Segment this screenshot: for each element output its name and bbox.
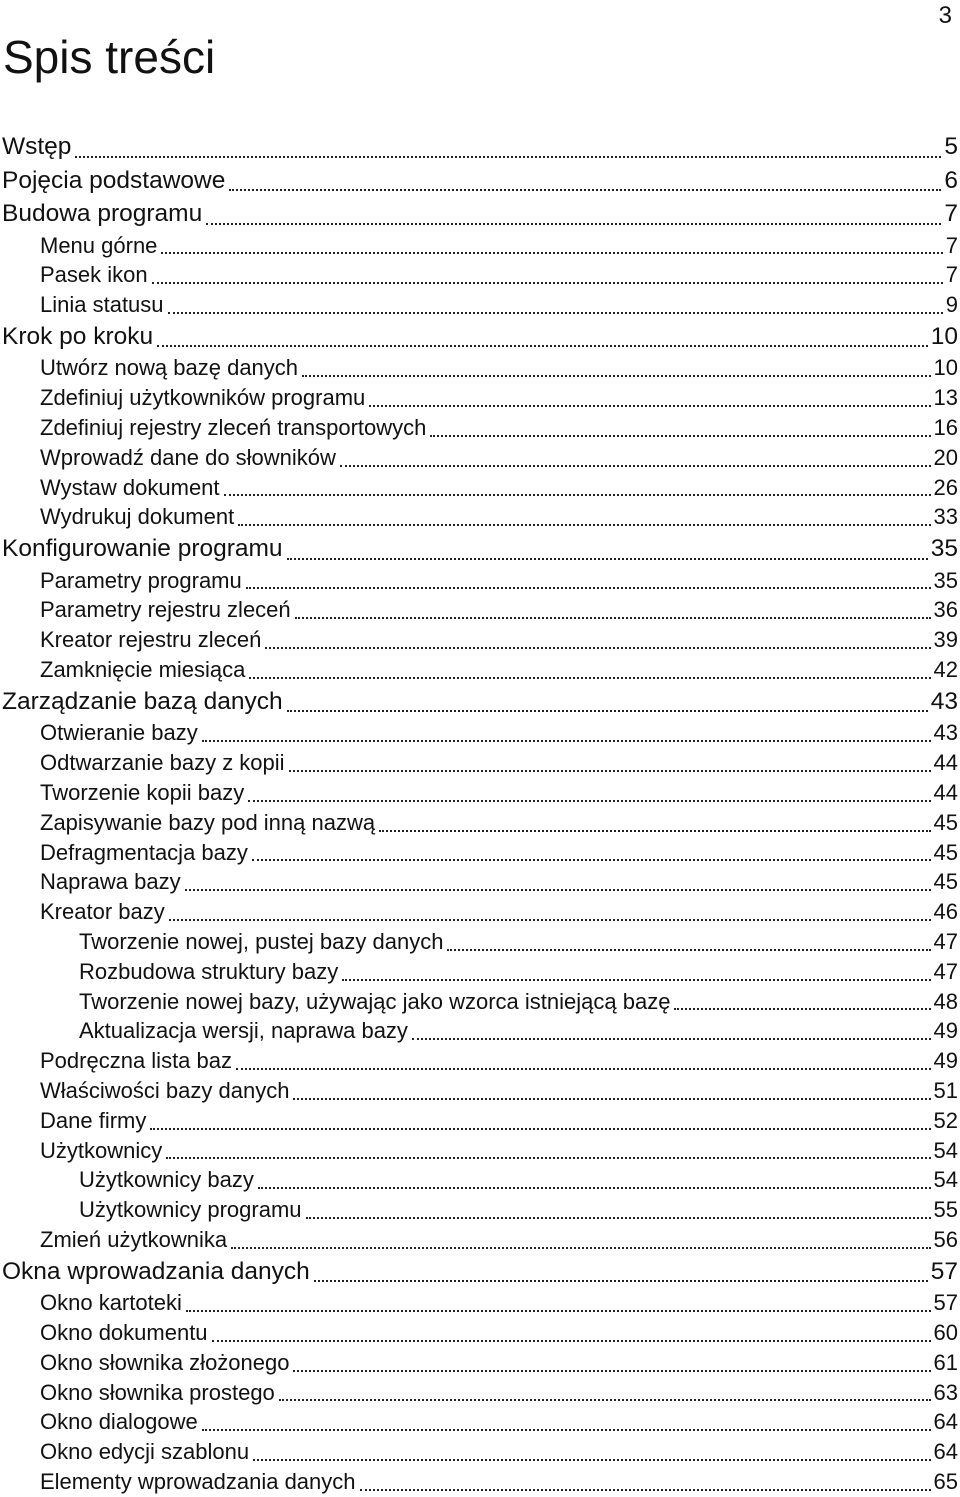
toc-entry[interactable]	[0, 927, 958, 957]
toc-entry[interactable]	[0, 197, 958, 231]
toc-entry-page: 51	[933, 1077, 958, 1103]
toc-entry[interactable]	[0, 1318, 958, 1348]
toc-entry-page: 7	[945, 262, 958, 288]
dot-leader	[249, 677, 930, 679]
dot-leader	[293, 1098, 930, 1100]
toc-entry-title: Konfigurowanie programu	[2, 535, 283, 563]
toc-entry-page: 57	[933, 1290, 958, 1316]
toc-entry-page: 49	[933, 1048, 958, 1074]
toc-entry-title: Naprawa bazy	[40, 869, 181, 895]
toc-entry[interactable]	[0, 625, 958, 655]
toc-entry[interactable]	[0, 320, 958, 354]
dot-leader	[314, 1280, 928, 1282]
toc-entry-page: 44	[933, 750, 958, 776]
toc-entry-page: 43	[933, 720, 958, 746]
toc-entry-page: 48	[933, 988, 958, 1014]
toc-entry-title: Kreator bazy	[40, 899, 165, 925]
toc-entry-title: Użytkownicy	[40, 1137, 163, 1163]
toc-entry[interactable]	[0, 1106, 958, 1136]
toc-entry-page: 54	[933, 1137, 958, 1163]
toc-entry-title: Tworzenie kopii bazy	[40, 779, 245, 805]
toc-entry-page: 64	[933, 1409, 958, 1435]
toc-entry-page: 13	[933, 385, 958, 411]
toc-entry-page: 46	[933, 899, 958, 925]
toc-entry-title: Zmień użytkownika	[40, 1226, 228, 1252]
dot-leader	[246, 587, 931, 589]
toc-entry[interactable]	[0, 685, 958, 719]
dot-leader	[238, 524, 930, 526]
toc-entry-page: 49	[933, 1018, 958, 1044]
toc-entry-page: 57	[930, 1257, 958, 1285]
toc-entry-title: Okna wprowadzania danych	[2, 1257, 310, 1285]
toc-entry[interactable]	[0, 502, 958, 532]
toc-entry-page: 56	[933, 1226, 958, 1252]
dot-leader	[212, 1340, 931, 1342]
dot-leader	[224, 494, 931, 496]
dot-leader	[447, 949, 930, 951]
dot-leader	[236, 1068, 931, 1070]
dot-leader	[258, 1187, 931, 1189]
toc-entry-page: 10	[930, 322, 958, 350]
toc-entry-page: 35	[933, 567, 958, 593]
toc-entry[interactable]	[0, 532, 958, 566]
toc-entry[interactable]	[0, 1136, 958, 1166]
toc-entry-title: Budowa programu	[2, 200, 203, 227]
toc-entry[interactable]	[0, 1076, 958, 1106]
toc-entry-title: Dane firmy	[40, 1107, 147, 1133]
dot-leader	[229, 189, 941, 191]
toc-entry[interactable]	[0, 1407, 958, 1437]
dot-leader	[360, 1489, 931, 1491]
toc-entry-page: 47	[933, 928, 958, 954]
toc-entry[interactable]	[0, 473, 958, 503]
toc-entry-page: 42	[933, 657, 958, 683]
toc-entry-title: Zarządzanie bazą danych	[2, 687, 283, 715]
dot-leader	[287, 558, 928, 560]
toc-entry-title: Pojęcia podstawowe	[2, 166, 226, 194]
toc-entry[interactable]	[0, 838, 958, 868]
dot-leader	[340, 465, 931, 467]
toc-entry-page: 44	[933, 779, 958, 805]
toc-entry[interactable]	[0, 897, 958, 927]
toc-entry-page: 60	[933, 1320, 958, 1345]
dot-leader	[157, 345, 928, 347]
dot-leader	[166, 1157, 930, 1159]
toc-entry-page: 39	[933, 627, 958, 653]
toc-entry[interactable]	[0, 164, 958, 198]
toc-entry-page: 20	[933, 444, 958, 470]
toc-entry[interactable]	[0, 778, 958, 808]
toc-entry-title: Tworzenie nowej bazy, używając jako wzorca istniejącą bazę	[79, 988, 671, 1014]
toc-entry-page: 6	[944, 166, 958, 194]
toc-entry-title: Otwieranie bazy	[40, 720, 198, 746]
dot-leader	[342, 979, 930, 981]
toc-entry-page: 7	[945, 232, 958, 258]
toc-entry-page: 55	[933, 1197, 958, 1223]
toc-entry-page: 45	[933, 869, 958, 895]
dot-leader	[252, 859, 931, 861]
toc-entry[interactable]	[0, 260, 958, 290]
toc-entry[interactable]	[0, 566, 958, 596]
toc-entry[interactable]	[0, 231, 958, 261]
toc-entry-page: 45	[933, 839, 958, 865]
toc-entry-page: 5	[944, 133, 958, 160]
toc-entry-page: 65	[933, 1468, 958, 1494]
toc-entry-title: Rozbudowa struktury bazy	[79, 958, 339, 984]
toc-entry[interactable]	[0, 1378, 958, 1408]
toc-entry-title: Linia statusu	[40, 292, 164, 318]
toc-entry-page: 9	[945, 292, 958, 318]
dot-leader	[248, 800, 930, 802]
toc-entry-title: Okno kartoteki	[40, 1290, 182, 1316]
toc-entry-title: Aktualizacja wersji, naprawa bazy	[79, 1018, 408, 1044]
toc-entry-title: Krok po kroku	[2, 322, 154, 350]
toc-entry[interactable]	[0, 1288, 958, 1318]
dot-leader	[186, 1310, 931, 1312]
toc-entry[interactable]	[0, 748, 958, 778]
toc-entry[interactable]	[0, 655, 958, 685]
toc-entry-title: Okno słownika prostego	[40, 1379, 275, 1405]
toc-entry-title: Zamknięcie miesiąca	[40, 657, 246, 683]
dot-leader	[412, 1038, 931, 1040]
toc-entry-title: Wprowadź dane do słowników	[40, 444, 336, 470]
toc-entry[interactable]	[0, 130, 958, 164]
toc-entry-title: Defragmentacja bazy	[40, 839, 248, 865]
toc-entry-title: Parametry rejestru zleceń	[40, 597, 291, 623]
dot-leader	[379, 830, 930, 832]
toc-entry-page: 35	[930, 535, 958, 563]
toc-entry-title: Użytkownicy bazy	[79, 1167, 254, 1193]
dot-leader	[279, 1399, 931, 1401]
toc-entry[interactable]	[0, 1225, 958, 1255]
dot-leader	[306, 1217, 931, 1219]
toc-entry[interactable]	[0, 1016, 958, 1046]
dot-leader	[161, 252, 942, 254]
toc-entry-title: Zapisywanie bazy pod inną nazwą	[40, 809, 376, 835]
toc-entry[interactable]	[0, 443, 958, 473]
toc-entry[interactable]	[0, 867, 958, 897]
toc-entry[interactable]	[0, 1046, 958, 1076]
toc-entry-title: Menu górne	[40, 232, 158, 258]
toc-entry-title: Podręczna lista baz	[40, 1048, 232, 1074]
toc-entry[interactable]	[0, 1195, 958, 1225]
toc-entry-page: 16	[933, 414, 958, 440]
dot-leader	[150, 1128, 930, 1130]
dot-leader	[206, 223, 941, 225]
table-of-contents	[0, 130, 958, 1497]
toc-entry-title: Wydrukuj dokument	[40, 504, 235, 530]
dot-leader	[202, 740, 931, 742]
toc-entry-title: Wystaw dokument	[40, 474, 220, 500]
toc-entry-title: Zdefiniuj użytkowników programu	[40, 385, 366, 411]
toc-entry-page: 26	[933, 474, 958, 500]
toc-entry-title: Odtwarzanie bazy z kopii	[40, 750, 285, 776]
toc-entry[interactable]	[0, 987, 958, 1017]
toc-entry-page: 64	[933, 1439, 958, 1465]
toc-entry-title: Tworzenie nowej, pustej bazy danych	[79, 928, 444, 954]
toc-entry[interactable]	[0, 718, 958, 748]
toc-entry-page: 36	[933, 597, 958, 623]
dot-leader	[202, 1429, 931, 1431]
toc-entry[interactable]	[0, 808, 958, 838]
dot-leader	[169, 919, 931, 921]
toc-entry-page: 54	[933, 1167, 958, 1193]
dot-leader	[295, 617, 931, 619]
dot-leader	[253, 1459, 930, 1461]
toc-entry-title: Utwórz nową bazę danych	[40, 355, 299, 381]
toc-entry-title: Wstęp	[2, 133, 72, 160]
toc-entry-page: 43	[930, 687, 958, 715]
toc-entry[interactable]	[0, 595, 958, 625]
toc-entry-title: Okno słownika złożonego	[40, 1349, 290, 1375]
toc-entry[interactable]	[0, 353, 958, 383]
dot-leader	[75, 156, 941, 158]
toc-entry[interactable]	[0, 1165, 958, 1195]
page-title: Spis treści	[3, 31, 216, 83]
dot-leader	[185, 889, 931, 891]
toc-entry-title: Okno edycji szablonu	[40, 1439, 250, 1465]
toc-entry-page: 63	[933, 1379, 958, 1405]
toc-entry-title: Pasek ikon	[40, 262, 148, 288]
toc-entry[interactable]	[0, 1255, 958, 1289]
dot-leader	[674, 1008, 930, 1010]
toc-entry-title: Parametry programu	[40, 567, 242, 593]
dot-leader	[168, 312, 943, 314]
toc-entry-page: 45	[933, 809, 958, 835]
toc-entry-title: Użytkownicy programu	[79, 1197, 302, 1223]
toc-entry[interactable]	[0, 957, 958, 987]
toc-entry-page: 61	[933, 1349, 958, 1375]
toc-entry-title: Elementy wprowadzania danych	[40, 1468, 356, 1494]
dot-leader	[231, 1247, 930, 1249]
toc-entry[interactable]	[0, 290, 958, 320]
toc-entry-title: Kreator rejestru zleceń	[40, 627, 262, 653]
toc-entry-page: 47	[933, 958, 958, 984]
page-number: 3	[938, 2, 952, 29]
toc-entry[interactable]	[0, 1348, 958, 1378]
dot-leader	[302, 375, 930, 377]
toc-entry-page: 7	[944, 200, 958, 227]
dot-leader	[293, 1370, 930, 1372]
toc-entry-title: Okno dialogowe	[40, 1409, 198, 1435]
toc-entry-page: 10	[933, 355, 958, 381]
dot-leader	[289, 770, 931, 772]
toc-entry-title: Okno dokumentu	[40, 1320, 208, 1345]
dot-leader	[152, 282, 943, 284]
dot-leader	[287, 710, 928, 712]
dot-leader	[369, 405, 930, 407]
toc-entry-page: 52	[933, 1107, 958, 1133]
dot-leader	[265, 647, 930, 649]
dot-leader	[430, 435, 930, 437]
toc-entry[interactable]	[0, 383, 958, 413]
toc-entry-title: Zdefiniuj rejestry zleceń transportowych	[40, 414, 427, 440]
toc-entry[interactable]	[0, 1467, 958, 1497]
toc-entry-page: 33	[933, 504, 958, 530]
toc-entry[interactable]	[0, 413, 958, 443]
toc-entry-title: Właściwości bazy danych	[40, 1077, 290, 1103]
toc-entry[interactable]	[0, 1437, 958, 1467]
